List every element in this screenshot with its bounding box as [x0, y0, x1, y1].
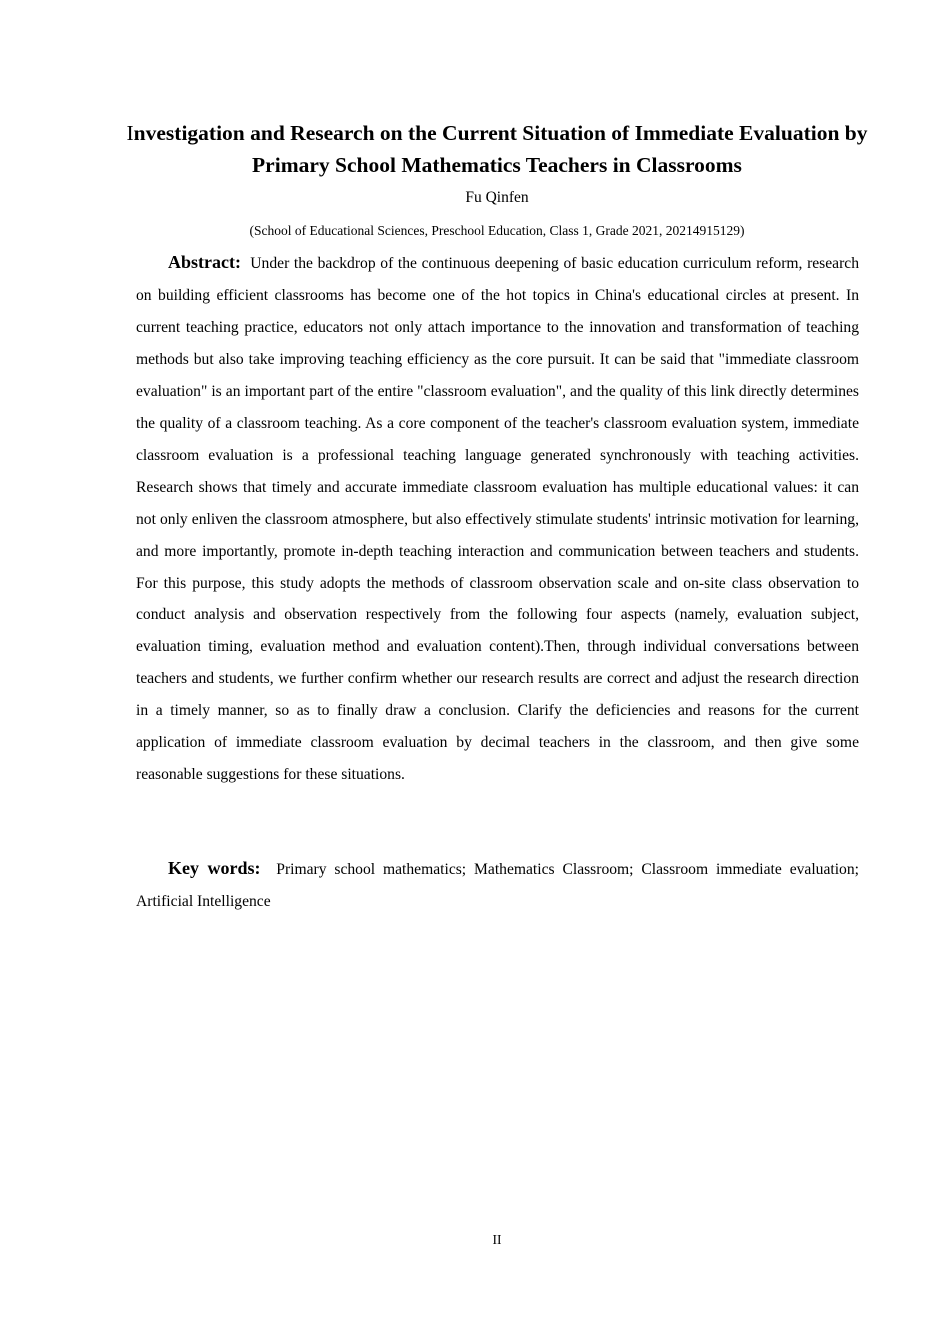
keywords-text: Primary school mathematics; Mathematics Classroom; Classroom immediate evaluation; Artificial Intelligence: [136, 861, 859, 910]
abstract-text: Under the backdrop of the continuous deepening of basic education curriculum reform, research on building efficient classrooms has become one of the hot topics in China's educational circles at present. In current teaching practice, educators not only attach importance to the innovation and transformation of teaching methods but also take improving teaching efficiency as the core pursuit. It can be said that "immediate classroom evaluation" is an important part of the entire "classroom evaluation", and the quality of this link directly determines the quality of a classroom teaching. As a core component of the teacher's classroom evaluation system, immediate classroom evaluation is a professional teaching language generated synchronously with teaching activities. Research shows that timely and accurate immediate classroom evaluation has multiple educational values: it can not only enliven the classroom atmosphere, but also effectively stimulate students' intrinsic motivation for learning, and more importantly, promote in-depth teaching interaction and communication between teachers and students. For this purpose, this study adopts the methods of classroom observation scale and on-site class observation to conduct analysis and observation respectively from the following four aspects (namely, evaluation subject, evaluation timing, evaluation method and evaluation content).Then, through individual conversations between teachers and students, we further confirm whether our research results are correct and adjust the research direction in a timely manner, so as to finally draw a conclusion. Clarify the deficiencies and reasons for the current application of immediate classroom evaluation by decimal teachers in the classroom, and then give some reasonable suggestions for these situations.: [136, 255, 860, 784]
author-name: Fu Qinfen: [465, 189, 529, 206]
author-affiliation: (School of Educational Sciences, Preschool Education, Class 1, Grade 2021, 20214915129): [249, 223, 745, 238]
keywords-paragraph: [136, 853, 859, 917]
keywords-label: Key words:: [168, 858, 261, 878]
page-number: II: [492, 1232, 502, 1247]
abstract-paragraph: [136, 247, 859, 791]
title-first-letter: I: [126, 121, 134, 145]
title-text: nvestigation and Research on the Current Situation of Immediate Evaluation by Primary School Mathematics Teachers in Classrooms: [133, 121, 868, 177]
paper-title: [120, 117, 874, 181]
abstract-label: Abstract:: [168, 252, 241, 272]
